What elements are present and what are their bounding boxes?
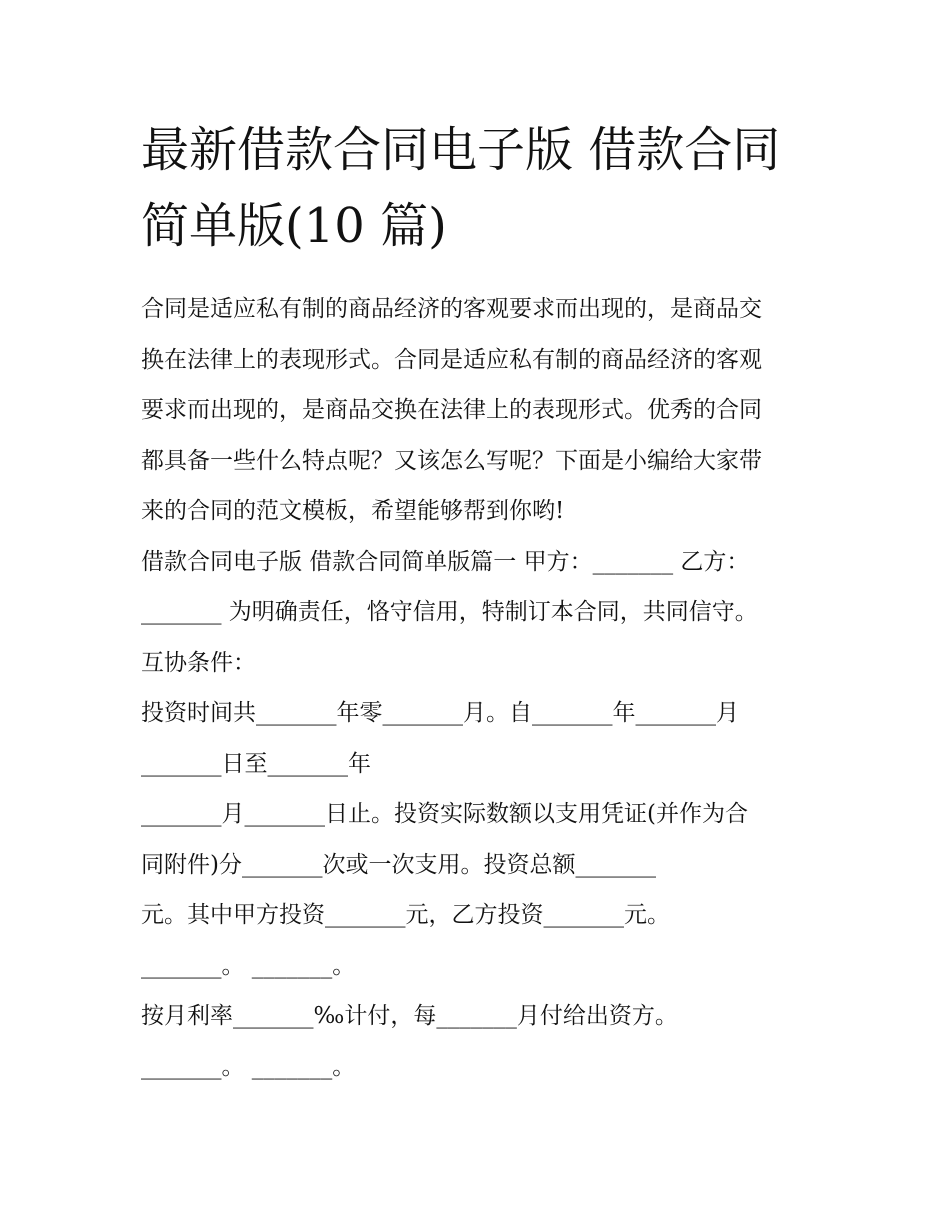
document-title — [141, 112, 821, 264]
body-line: 按月利率_______‰计付，每_______月付给出资方。 — [141, 1003, 678, 1029]
body-line: _______ 为明确责任，恪守信用，特制订本合同，共同信守。 — [141, 599, 758, 625]
body-line: _______月_______日止。投资实际数额以支用凭证(并作为合 — [141, 801, 748, 827]
body-line: _______。 _______。 — [141, 952, 356, 979]
body-line: 同附件)分_______次或一次支用。投资总额_______ — [141, 851, 656, 878]
body-line: _______日至_______年 — [141, 750, 371, 777]
body-line: 都具备一些什么特点呢？又该怎么写呢？下面是小编给大家带 — [141, 447, 762, 474]
body-line: _______。 _______。 — [141, 1053, 356, 1080]
title-line-1: 最新借款合同电子版 借款合同 — [141, 122, 781, 178]
body-line: 合同是适应私有制的商品经济的客观要求而出现的，是商品交 — [141, 296, 762, 322]
body-line: 互协条件： — [141, 649, 256, 676]
body-line: 元。其中甲方投资_______元，乙方投资_______元。 — [141, 902, 670, 928]
body-line: 投资时间共_______年零_______月。自_______年_______月 — [141, 700, 739, 726]
title-line-2: 简单版(10 篇) — [141, 198, 447, 254]
body-line: 来的合同的范文模板，希望能够帮到你哟! — [141, 498, 565, 524]
document-body — [141, 284, 821, 1092]
body-line: 换在法律上的表现形式。合同是适应私有制的商品经济的客观 — [141, 346, 762, 373]
body-line: 借款合同电子版 借款合同简单版篇一 甲方：_______ 乙方： — [141, 548, 750, 575]
document-content — [141, 112, 821, 1092]
body-line: 要求而出现的，是商品交换在法律上的表现形式。优秀的合同 — [141, 397, 762, 423]
